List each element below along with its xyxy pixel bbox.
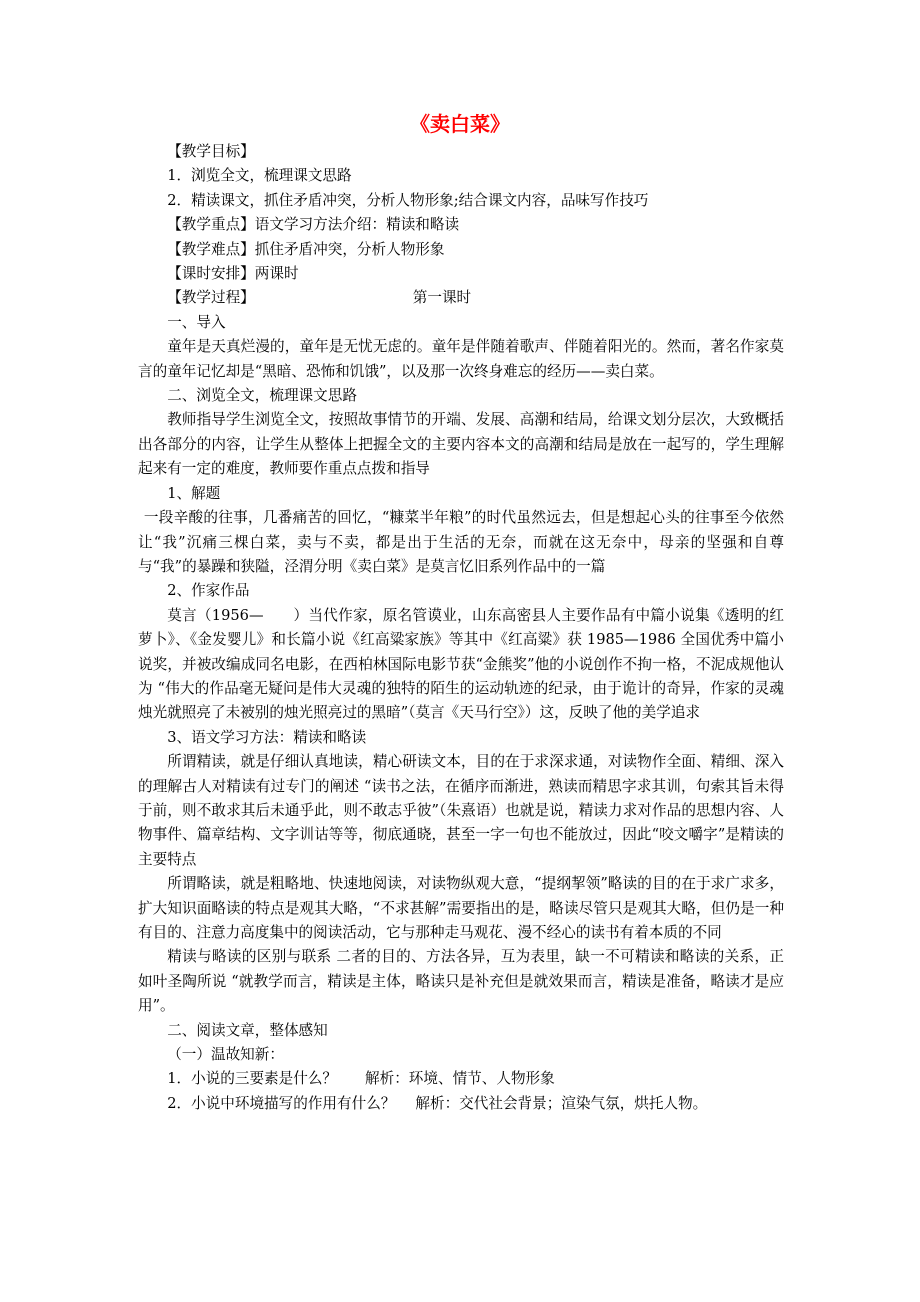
author-works-heading: 2、作家作品: [167, 582, 250, 600]
objective-1: 1．浏览全文，梳理课文思路: [167, 167, 352, 185]
answer-1: 解析：环境、情节、人物形象: [365, 1070, 555, 1088]
section-browse-paragraph: 教师指导学生浏览全文，按照故事情节的开端、发展、高潮和结局，给课文划分层次，大致概括出各部分的内容，让学生从整体上把握全文的主要内容本文的高潮和结局是放在一起写的，学生理解起来有一定的难度，教师要作重点点拨和指导: [138, 411, 784, 478]
qa-item-1: [138, 1067, 784, 1091]
section-title-interpretation-heading: 1、解题: [167, 484, 221, 502]
process-label: 【教学过程】: [167, 289, 255, 307]
intensive-reading-paragraph: 所谓精读，就是仔细认真地读，精心研读文本，目的在于求深求通，对读物作全面、精细、深入的理解古人对精读有过专门的阐述 “读书之法，在循序而渐进，熟读而精思字求其训，句索其旨未得于前，则不敢求其后未通乎此，则不敢志乎彼”（朱熹语）也就是说，精读力求对作品的思想内容、人物事件、篇章结构、文字训诂等等，彻底通晓，甚至一字一句也不能放过，因此“咬文嚼字”是精读的主要特点: [138, 753, 784, 868]
skimming-paragraph: 所谓略读，就是粗略地、快速地阅读，对读物纵观大意，“提纲挈领”略读的目的在于求广求多，扩大知识面略读的特点是观其大略，“不求甚解”需要指出的是，略读尽管只是观其大略，但仍是一种有目的、注意力高度集中的阅读活动，它与那种走马观花、漫不经心的读书有着本质的不同: [138, 875, 784, 941]
section-browse-heading: 二、浏览全文，梳理课文思路: [167, 387, 357, 405]
document-body: [138, 140, 784, 1116]
objectives-heading: 【教学目标】: [167, 143, 255, 160]
reading-method-heading: 3、语文学习方法：精读和略读: [167, 728, 367, 746]
difficulty: 【教学难点】抓住矛盾冲突，分析人物形象: [167, 240, 445, 258]
objective-2: 2．精读课文，抓住矛盾冲突，分析人物形象;结合课文内容，品味写作技巧: [167, 191, 649, 209]
qa-item-2: [138, 1092, 784, 1116]
review-heading: （一）温故知新：: [167, 1046, 284, 1064]
reading-section-heading: 二、阅读文章，整体感知: [167, 1021, 328, 1039]
section-intro-paragraph: 童年是天真烂漫的，童年是无忧无虑的。童年是伴随着歌声、伴随着阳光的。然而，著名作家莫言的童年记忆却是“黑暗、恐怖和饥饿”，以及那一次终身难忘的经历——卖白菜。: [138, 338, 784, 380]
process-line: [138, 286, 784, 310]
comparison-paragraph: 精读与略读的区别与联系 二者的目的、方法各异，互为表里，缺一不可精读和略读的关系，正如叶圣陶所说 “就教学而言，精读是主体，略读只是补充但是就效果而言，精读是准备，略读才是应用”。: [138, 948, 784, 1015]
schedule: 【课时安排】两课时: [167, 265, 299, 283]
document-title: 《卖白菜》: [410, 112, 510, 136]
key-point: 【教学重点】语文学习方法介绍：精读和略读: [167, 216, 460, 234]
title-interpretation-paragraph: 一段辛酸的往事，几番痛苦的回忆，“糠菜半年粮”的时代虽然远去，但是想起心头的往事至今依然让“我”沉痛三棵白菜，卖与不卖，都是出于生活的无奈，而就在这无奈中，母亲的坚强和自尊与“我”的暴躁和狭隘，泾渭分明《卖白菜》是莫言忆旧系列作品中的一篇: [138, 509, 784, 575]
question-1: 1．小说的三要素是什么？: [167, 1070, 338, 1088]
section-intro-heading: 一、导入: [167, 313, 226, 331]
author-works-paragraph: 莫言（1956— ）当代作家，原名管谟业，山东高密县人主要作品有中篇小说集《透明的红萝卜》、《金发婴儿》和长篇小说《红高粱家族》等其中《红高粱》获 1985—1986 全国优秀中篇小说奖，并被改编成同名电影，在西柏林国际电影节获“金熊奖”他的小说创作不拘一格，不泥成规他认为 “伟大的作品毫无疑问是伟大灵魂的独特的陌生的运动轨迹的纪录，由于诡计的奇异，作家的灵魂烛光就照亮了未被别的烛光照亮过的黑暗”（莫言《天马行空》）这，反映了他的美学追求: [138, 606, 784, 722]
question-2: 2．小说中环境描写的作用有什么？: [167, 1094, 396, 1112]
process-lesson: 第一课时: [412, 289, 472, 307]
answer-2: 解析：交代社会背景；渲染气氛，烘托人物。: [415, 1094, 708, 1112]
